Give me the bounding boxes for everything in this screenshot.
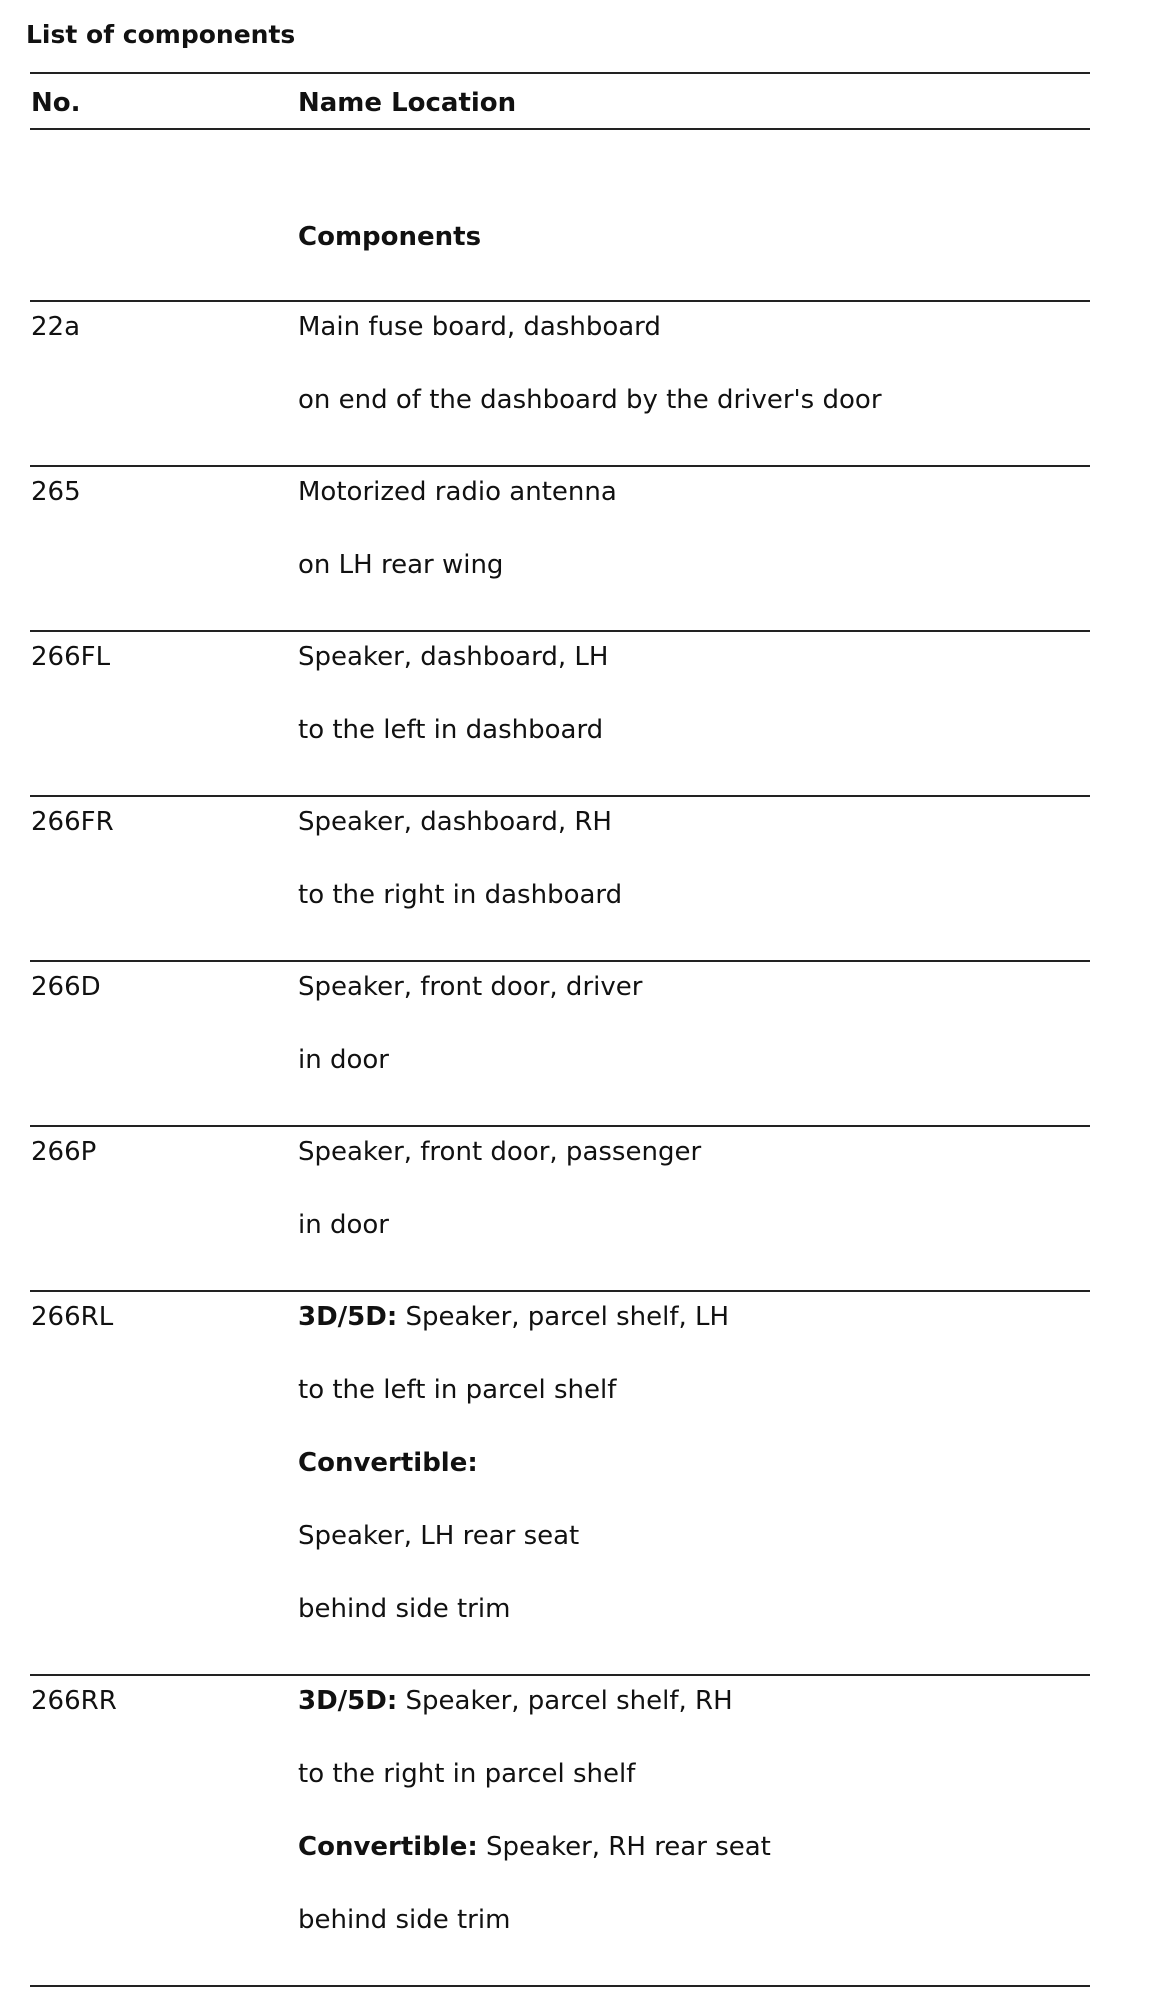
component-line: in door [298,1045,389,1075]
component-name-location [298,1302,729,1667]
component-line: Speaker, LH rear seat [298,1521,580,1551]
component-number: 266FR [31,807,114,837]
component-line: to the right in parcel shelf [298,1759,636,1789]
component-name-location [298,972,642,1118]
column-header-name-location: Name Location [298,88,517,118]
component-name-location [298,807,622,953]
component-name-location [298,477,617,623]
component-name-location [298,642,608,788]
component-line: on end of the dashboard by the driver's door [298,385,882,415]
component-number: 265 [31,477,81,507]
row-divider [30,465,1090,467]
component-line: 3D/5D: Speaker, parcel shelf, RH [298,1686,733,1716]
component-line [298,1448,729,1521]
component-number: 266FL [31,642,111,672]
component-number: 266D [31,972,101,1002]
page-title: List of components [26,20,296,49]
variant-label: Convertible: [298,1832,478,1862]
row-divider [30,1674,1090,1676]
component-line: Speaker, dashboard, RH [298,807,612,837]
component-line: 3D/5D: Speaker, parcel shelf, LH [298,1302,730,1332]
row-divider [30,795,1090,797]
component-line: on LH rear wing [298,550,504,580]
component-line: Motorized radio antenna [298,477,617,507]
component-line: Main fuse board, dashboard [298,312,661,342]
component-line: Speaker, front door, passenger [298,1137,702,1167]
component-number: 266RR [31,1686,117,1716]
row-divider [30,960,1090,962]
component-name-location [298,1686,771,1978]
component-line: to the left in dashboard [298,715,604,745]
component-line: to the right in dashboard [298,880,623,910]
component-number: 266RL [31,1302,114,1332]
component-number: 266P [31,1137,97,1167]
component-line: Convertible: Speaker, RH rear seat [298,1832,771,1862]
variant-label: 3D/5D: [298,1686,398,1716]
component-name-location [298,312,882,458]
component-line: behind side trim [298,1905,511,1935]
component-line: Speaker, front door, driver [298,972,643,1002]
component-line: to the left in parcel shelf [298,1375,617,1405]
section-label: Components [298,222,482,252]
header-top-rule [30,72,1090,74]
variant-label: 3D/5D: [298,1302,398,1332]
component-number: 22a [31,312,81,342]
row-divider [30,630,1090,632]
row-divider [30,1125,1090,1127]
component-name-location [298,1137,701,1283]
component-line: Speaker, dashboard, LH [298,642,609,672]
column-header-no: No. [31,88,81,118]
row-divider [30,300,1090,302]
component-line: behind side trim [298,1594,511,1624]
variant-label: Convertible: [298,1448,478,1478]
row-divider [30,1290,1090,1292]
component-line: in door [298,1210,389,1240]
table-bottom-rule [30,1985,1090,1987]
header-bottom-rule [30,128,1090,130]
